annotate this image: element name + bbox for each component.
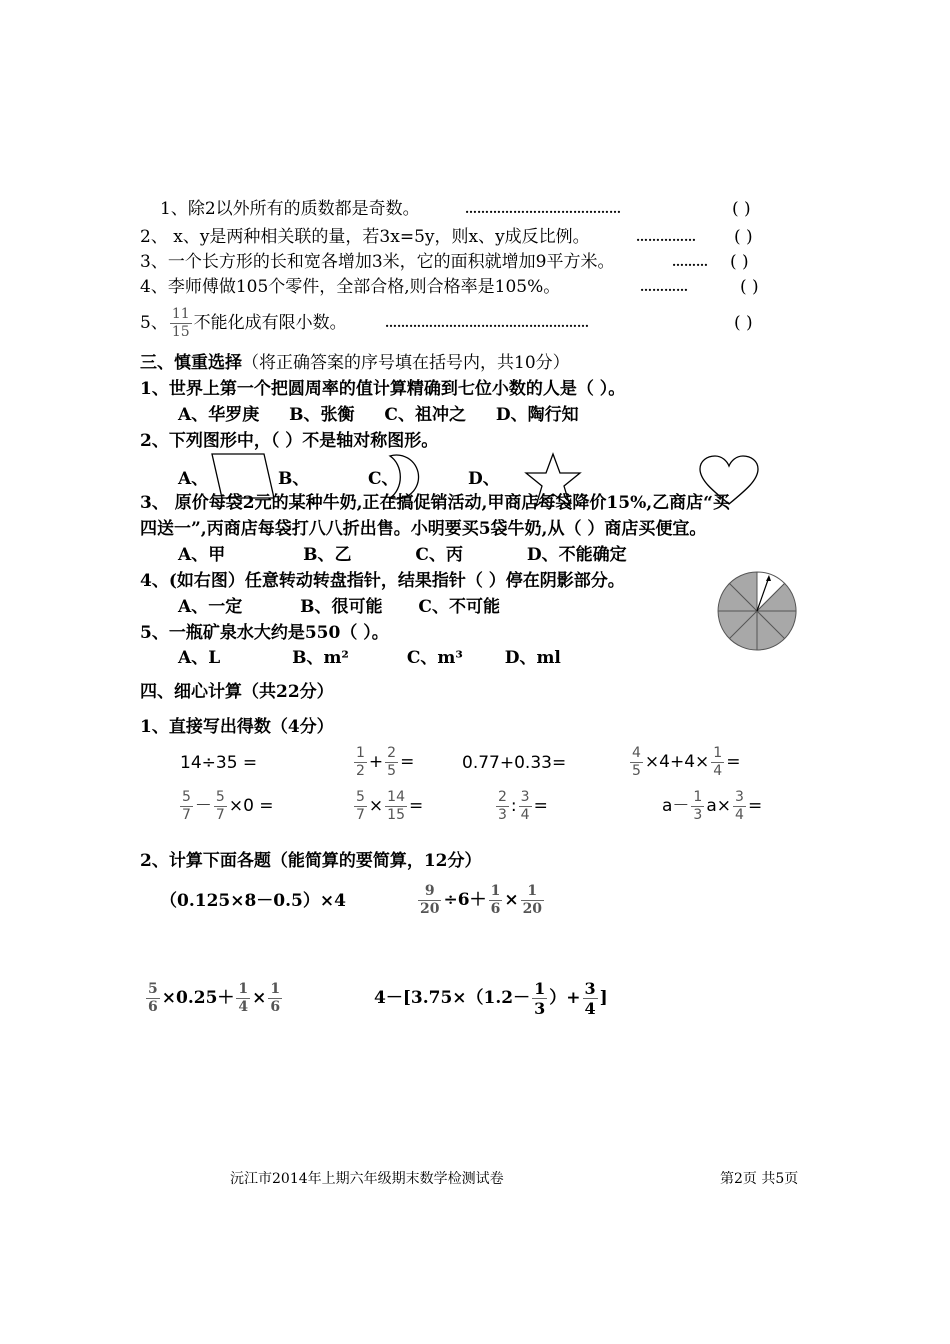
judge-paren-1[interactable]: ( ): [732, 199, 751, 219]
q4-opt-a[interactable]: A、一定: [178, 597, 243, 617]
q1-opt-d[interactable]: D、陶行知: [495, 405, 579, 425]
q1: 1、世界上第一个把圆周率的值计算精确到七位小数的人是（ ）。: [140, 379, 626, 399]
judge-dots-4: …………: [640, 280, 688, 294]
q2-opt-b[interactable]: B、: [278, 469, 310, 489]
q4-options: [178, 596, 500, 618]
calc-4: 4－[3.75×（1.2－ $\frac{1}{3}$ ）+ $\frac{3}{4}$ ]: [374, 979, 608, 1018]
expr-7: $\frac{2}{3}$ : $\frac{3}{4}$ =: [498, 788, 548, 823]
expr-3: 0.77+0.33=: [462, 753, 567, 773]
judge-item-1: 1、除2以外所有的质数都是奇数。: [160, 199, 420, 219]
judge-paren-4[interactable]: ( ): [740, 277, 759, 297]
q3-line2: 四送一”,丙商店每袋打八八折出售。小明要买5袋牛奶,从（ ）商店买便宜。: [140, 519, 707, 539]
q1-options: [178, 404, 579, 426]
page-number: 第2页 共5页: [720, 1171, 799, 1187]
q2: 2、下列图形中，（ ）不是轴对称图形。: [140, 431, 439, 451]
judge-dots-2: ……………: [636, 230, 696, 244]
section4-part2: 2、计算下面各题（能简算的要简算，12分）: [140, 851, 482, 871]
q5-opt-a[interactable]: A、L: [178, 648, 221, 668]
judge-item-4: 4、李师傅做105个零件，全部合格,则合格率是105%。: [140, 277, 561, 297]
q1-opt-a[interactable]: A、华罗庚: [178, 405, 260, 425]
q5-opt-c[interactable]: C、m³: [406, 648, 463, 668]
q4: 4、(如右图）任意转动转盘指针，结果指针（ ）停在阴影部分。: [140, 571, 625, 591]
calc-1: （0.125×8－0.5）×4: [160, 891, 346, 911]
q5-options: [178, 647, 561, 669]
section3-header: 三、慎重选择（将正确答案的序号填在括号内，共10分）: [140, 353, 570, 373]
judge-paren-5[interactable]: ( ): [734, 313, 753, 333]
expr-5: $\frac{5}{7}$ － $\frac{5}{7}$ ×0 =: [182, 788, 274, 823]
judge-dots-3: ………: [672, 255, 708, 269]
calc-3: $\frac{5}{6}$ ×0.25＋ $\frac{1}{4}$ × $\frac{1}{6}$: [148, 981, 281, 1015]
judge-dots-5: ……………………………………………: [385, 316, 589, 330]
q5-opt-b[interactable]: B、m²: [292, 648, 349, 668]
q2-opt-d[interactable]: D、: [468, 469, 500, 489]
q3-opt-c[interactable]: C、丙: [415, 545, 463, 565]
q5-opt-d[interactable]: D、ml: [504, 648, 561, 668]
expr-2: $\frac{1}{2}$ + $\frac{2}{5}$ =: [356, 744, 415, 779]
q3-opt-b[interactable]: B、乙: [303, 545, 352, 565]
q2-opt-a[interactable]: A、: [178, 469, 209, 489]
q4-opt-b[interactable]: B、很可能: [300, 597, 383, 617]
judge-paren-2[interactable]: ( ): [734, 227, 753, 247]
spinner-wheel: [716, 570, 798, 652]
judge-dots-1: …………………………………: [465, 202, 621, 216]
expr-6: $\frac{5}{7}$ × $\frac{14}{15}$ =: [356, 788, 424, 823]
expr-1: 14÷35 =: [180, 753, 258, 773]
q2-opt-c[interactable]: C、: [368, 469, 399, 489]
q1-opt-c[interactable]: C、祖冲之: [384, 405, 466, 425]
section4-title: 四、细心计算（共22分）: [140, 682, 334, 702]
q4-opt-c[interactable]: C、不可能: [418, 597, 500, 617]
judge-paren-3[interactable]: ( ): [730, 252, 749, 272]
section4-part1: 1、直接写出得数（4分）: [140, 717, 334, 737]
q3-line1: 3、 原价每袋2元的某种牛奶,正在搞促销活动,甲商店每袋降价15%,乙商店“买: [140, 493, 730, 513]
judge-item-2: 2、 x、y是两种相关联的量，若3x=5y，则x、y成反比例。: [140, 227, 590, 247]
q3-opt-d[interactable]: D、不能确定: [526, 545, 627, 565]
q3-opt-a[interactable]: A、甲: [178, 545, 226, 565]
expr-8: a－ $\frac{1}{3}$ a× $\frac{3}{4}$ =: [662, 788, 763, 823]
calc-2: $\frac{9}{20}$ ÷6＋ $\frac{1}{6}$ × $\frac{1}{20}$: [420, 883, 543, 917]
judge-item-5: 5、 $\frac{11}{15}$ 不能化成有限小数。: [140, 306, 347, 340]
judge-item-3: 3、一个长方形的长和宽各增加3米，它的面积就增加9平方米。: [140, 252, 615, 272]
q3-options: [178, 544, 627, 566]
footer-title: 沅江市2014年上期六年级期末数学检测试卷: [230, 1171, 504, 1187]
expr-4: $\frac{4}{5}$ ×4+4× $\frac{1}{4}$ =: [632, 744, 741, 779]
q5: 5、一瓶矿泉水大约是550（ ）。: [140, 623, 389, 643]
q1-opt-b[interactable]: B、张衡: [289, 405, 355, 425]
fraction-11-15: $\frac{11}{15}$: [171, 306, 190, 340]
